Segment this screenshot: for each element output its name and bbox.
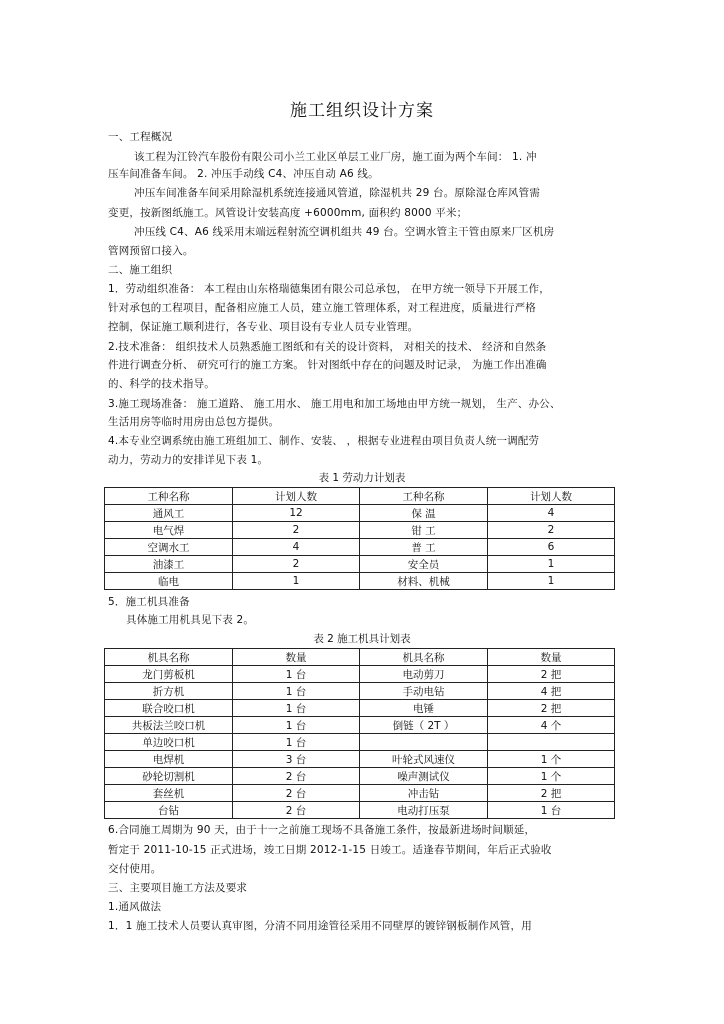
equipment-plan-table <box>104 648 615 819</box>
paragraph-line: 6.合同施工周期为 90 天，由于十一之前施工现场不具备施工条件，按最新进场时间顺延， <box>108 824 536 836</box>
table-cell: 通风工 <box>105 505 233 522</box>
table-cell: 4 <box>233 539 360 556</box>
table-cell: 保 温 <box>360 505 488 522</box>
table-cell: 1 <box>488 573 615 590</box>
table-cell: 电焊机 <box>105 751 233 768</box>
table1-caption: 表 1 劳动力计划表 <box>318 472 406 484</box>
table-row <box>105 539 615 556</box>
paragraph-line: 1．1 施工技术人员要认真审图，分清不同用途管径采用不同壁厚的镀锌钢板制作风管，用 <box>108 920 532 932</box>
table-cell: 2 台 <box>233 802 360 819</box>
table-cell: 2 把 <box>488 785 615 802</box>
paragraph-line: 该工程为江铃汽车股份有限公司小兰工业区单层工业厂房，施工面为两个车间： 1. 冲 <box>134 151 537 163</box>
subsection-heading-ventilation: 1.通风做法 <box>108 901 162 913</box>
table-cell: 3 台 <box>233 751 360 768</box>
paragraph-line: 管网预留口接入。 <box>108 245 194 257</box>
table-cell: 电动打压泵 <box>360 802 488 819</box>
table-cell: 叶轮式风速仪 <box>360 751 488 768</box>
labor-plan-table <box>104 487 615 590</box>
table-cell: 电锤 <box>360 700 488 717</box>
table-cell: 共板法兰咬口机 <box>105 717 233 734</box>
table-row <box>105 666 615 683</box>
paragraph-line: 的、科学的技术指导。 <box>108 378 215 390</box>
paragraph-line: 压车间准备车间。 2. 冲压手动线 C4、冲压自动 A6 线。 <box>108 168 379 180</box>
paragraph-line: 变更，按新图纸施工。风管设计安装高度 +6000mm, 面积约 8000 平米； <box>108 207 468 219</box>
table-row <box>105 556 615 573</box>
table-cell: 2 把 <box>488 666 615 683</box>
paragraph-line: 1．劳动组织准备： 本工程由山东格瑞德集团有限公司总承包， 在甲方统一领导下开展工作， <box>108 283 550 295</box>
paragraph-line: 件进行调查分析、 研究可行的施工方案。 针对图纸中存在的问题及时记录， 为施工作出准确 <box>108 359 547 371</box>
paragraph-line: 动力，劳动力的安排详见下表 1。 <box>108 454 269 466</box>
table-header-cell: 机具名称 <box>360 649 488 666</box>
table-cell: 1 台 <box>233 734 360 751</box>
table-cell: 冲击钻 <box>360 785 488 802</box>
page-title: 施工组织设计方案 <box>290 101 434 121</box>
table-cell: 普 工 <box>360 539 488 556</box>
section-heading-organization: 二、施工组织 <box>108 264 173 276</box>
table-row <box>105 717 615 734</box>
table-cell: 折方机 <box>105 683 233 700</box>
table-cell: 套丝机 <box>105 785 233 802</box>
table-cell: 噪声测试仪 <box>360 768 488 785</box>
table-cell: 1 台 <box>488 802 615 819</box>
table-cell: 1 台 <box>233 700 360 717</box>
table-row <box>105 683 615 700</box>
table-cell: 1 个 <box>488 751 615 768</box>
table-cell: 倒链（ 2T ） <box>360 717 488 734</box>
table-row <box>105 734 615 751</box>
section-heading-overview: 一、工程概况 <box>108 131 173 143</box>
table-header-cell: 数量 <box>488 649 615 666</box>
table-cell: 油漆工 <box>105 556 233 573</box>
table-cell <box>488 734 615 751</box>
table-row <box>105 802 615 819</box>
table-cell: 空调水工 <box>105 539 233 556</box>
table-header-cell: 数量 <box>233 649 360 666</box>
table-cell: 砂轮切割机 <box>105 768 233 785</box>
paragraph-line: 2.技术准备： 组织技术人员熟悉施工图纸和有关的设计资料， 对相关的技术、 经济和自然条 <box>108 341 547 353</box>
section-heading-methods: 三、主要项目施工方法及要求 <box>108 882 248 894</box>
table-cell: 安全员 <box>360 556 488 573</box>
table-row <box>105 785 615 802</box>
table-cell: 临电 <box>105 573 233 590</box>
table-cell <box>360 734 488 751</box>
table-cell: 单边咬口机 <box>105 734 233 751</box>
paragraph-line: 生活用房等临时用房由总包方提供。 <box>108 416 280 428</box>
table-row <box>105 522 615 539</box>
paragraph-line: 3.施工现场准备： 施工道路、 施工用水、 施工用电和加工场地由甲方统一规划， 生产、办公、 <box>108 398 561 410</box>
table-cell: 材料、机械 <box>360 573 488 590</box>
paragraph-line: 冲压线 C4、A6 线采用末端远程射流空调机组共 49 台。空调水管主干管由原来厂区机房 <box>134 226 555 238</box>
table-cell: 2 <box>233 556 360 573</box>
table-row <box>105 573 615 590</box>
table-row <box>105 768 615 785</box>
table-cell: 1 个 <box>488 768 615 785</box>
table-header-cell: 机具名称 <box>105 649 233 666</box>
paragraph-line: 针对承包的工程项目，配备相应施工人员，建立施工管理体系，对工程进度，质量进行严格 <box>108 302 536 314</box>
paragraph-line: 5．施工机具准备 <box>108 596 190 608</box>
paragraph-line: 控制，保证施工顺利进行，各专业、项目设有专业人员专业管理。 <box>108 321 419 333</box>
table-cell: 1 台 <box>233 666 360 683</box>
table-header-cell: 工种名称 <box>360 488 488 505</box>
table-cell: 1 台 <box>233 683 360 700</box>
table-cell: 1 台 <box>233 717 360 734</box>
table-header-cell: 计划人数 <box>488 488 615 505</box>
table-header-row <box>105 488 615 505</box>
table-header-row <box>105 649 615 666</box>
table2-caption: 表 2 施工机具计划表 <box>313 633 411 645</box>
table-cell: 2 <box>233 522 360 539</box>
paragraph-line: 交付使用。 <box>108 863 162 875</box>
table-cell: 龙门剪板机 <box>105 666 233 683</box>
table-cell: 2 <box>488 522 615 539</box>
table-cell: 钳 工 <box>360 522 488 539</box>
table-cell: 2 把 <box>488 700 615 717</box>
table-cell: 6 <box>488 539 615 556</box>
paragraph-line: 4.本专业空调系统由施工班组加工、制作、安装、 ，根据专业进程由项目负责人统一调配劳 <box>108 435 540 447</box>
table-cell: 1 <box>488 556 615 573</box>
table-cell: 4 个 <box>488 717 615 734</box>
table-row <box>105 505 615 522</box>
table-row <box>105 700 615 717</box>
table-cell: 4 <box>488 505 615 522</box>
table-cell: 4 把 <box>488 683 615 700</box>
paragraph-line: 具体施工用机具见下表 2。 <box>126 614 255 626</box>
paragraph-line: 暂定于 2011-10-15 正式进场，竣工日期 2012-1-15 日竣工。适逢春节期间，年后正式验收 <box>108 844 552 856</box>
table-header-cell: 计划人数 <box>233 488 360 505</box>
table-cell: 联合咬口机 <box>105 700 233 717</box>
paragraph-line: 冲压车间准备车间采用除湿机系统连接通风管道，除湿机共 29 台。原除湿仓库风管需 <box>134 187 541 199</box>
table-cell: 12 <box>233 505 360 522</box>
table-cell: 1 <box>233 573 360 590</box>
table-cell: 2 台 <box>233 768 360 785</box>
table-row <box>105 751 615 768</box>
table-header-cell: 工种名称 <box>105 488 233 505</box>
table-cell: 手动电钻 <box>360 683 488 700</box>
table-cell: 2 台 <box>233 785 360 802</box>
table-cell: 电动剪刀 <box>360 666 488 683</box>
table-cell: 台钻 <box>105 802 233 819</box>
table-cell: 电气焊 <box>105 522 233 539</box>
